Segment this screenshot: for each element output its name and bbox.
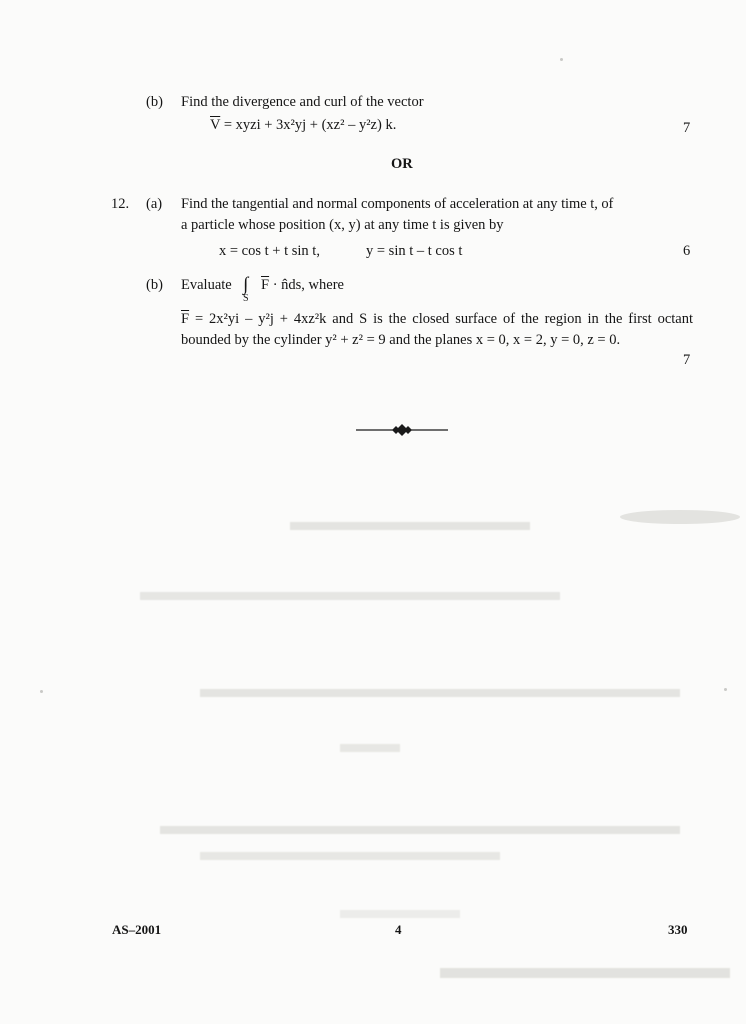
q12a-label: (a) — [146, 196, 163, 212]
bleed-through-noise — [200, 852, 500, 860]
q12a-text-line2: a particle whose position (x, y) at any time t is given by — [181, 217, 504, 233]
q11b-marks: 7 — [683, 120, 691, 136]
speckle — [724, 688, 727, 691]
bleed-through-noise — [340, 744, 400, 752]
q12b-integral-subscript: S — [243, 293, 249, 304]
speckle — [560, 58, 563, 61]
q12b-label: (b) — [146, 277, 163, 293]
q12a-text-line1: Find the tangential and normal components of acceleration at any time t, of — [181, 196, 614, 212]
q12-number: 12. — [111, 196, 130, 212]
speckle — [620, 510, 740, 524]
q12b-integrand-F: $\overline{F}$ — [261, 277, 270, 293]
or-separator: OR — [391, 156, 413, 172]
q11b-label: (b) — [146, 94, 163, 110]
bleed-through-noise — [290, 522, 530, 530]
q12b-integrand — [261, 277, 344, 294]
bleed-through-noise — [140, 592, 560, 600]
bleed-through-noise — [440, 968, 730, 978]
q11b-vector-rest: = xyzi + 3x²yj + (xz² – y²z) k. — [220, 117, 397, 133]
footer-code: AS–2001 — [112, 922, 162, 937]
bleed-through-noise — [340, 910, 460, 918]
q12b-paragraph — [181, 309, 693, 351]
bleed-through-noise — [160, 826, 680, 834]
q12b-evaluate: Evaluate — [181, 277, 232, 293]
q12b-marks: 7 — [683, 352, 691, 368]
q12a-marks: 6 — [683, 243, 691, 259]
q12a-equation-y: y = sin t – t cos t — [366, 243, 463, 259]
bleed-through-noise — [200, 689, 680, 697]
q12b-paragraph-text: = 2x²yi – y²j + 4xz²k and S is the closed surface of the region in the first octant bounded by the cylinder y² + z² = 9 and the planes x = 0, x = 2, y = 0, z = 0. — [181, 311, 693, 348]
q11b-text: Find the divergence and curl of the vector — [181, 94, 424, 110]
ornament-divider — [356, 424, 448, 436]
q11b-vector-symbol: $\overline{V}$ — [210, 117, 221, 133]
speckle — [40, 690, 43, 693]
q12a-equation-x: x = cos t + t sin t, — [219, 243, 320, 259]
q12b-integral-sign: ∫ — [243, 274, 249, 295]
q11b-vector-equation — [210, 117, 396, 134]
q12b-integrand-rest: · n̂ds, where — [269, 277, 344, 293]
footer-serial: 330 — [668, 922, 688, 937]
footer-page-number: 4 — [395, 922, 402, 937]
q12b-field-symbol: $\overline{F}$ — [181, 311, 190, 327]
